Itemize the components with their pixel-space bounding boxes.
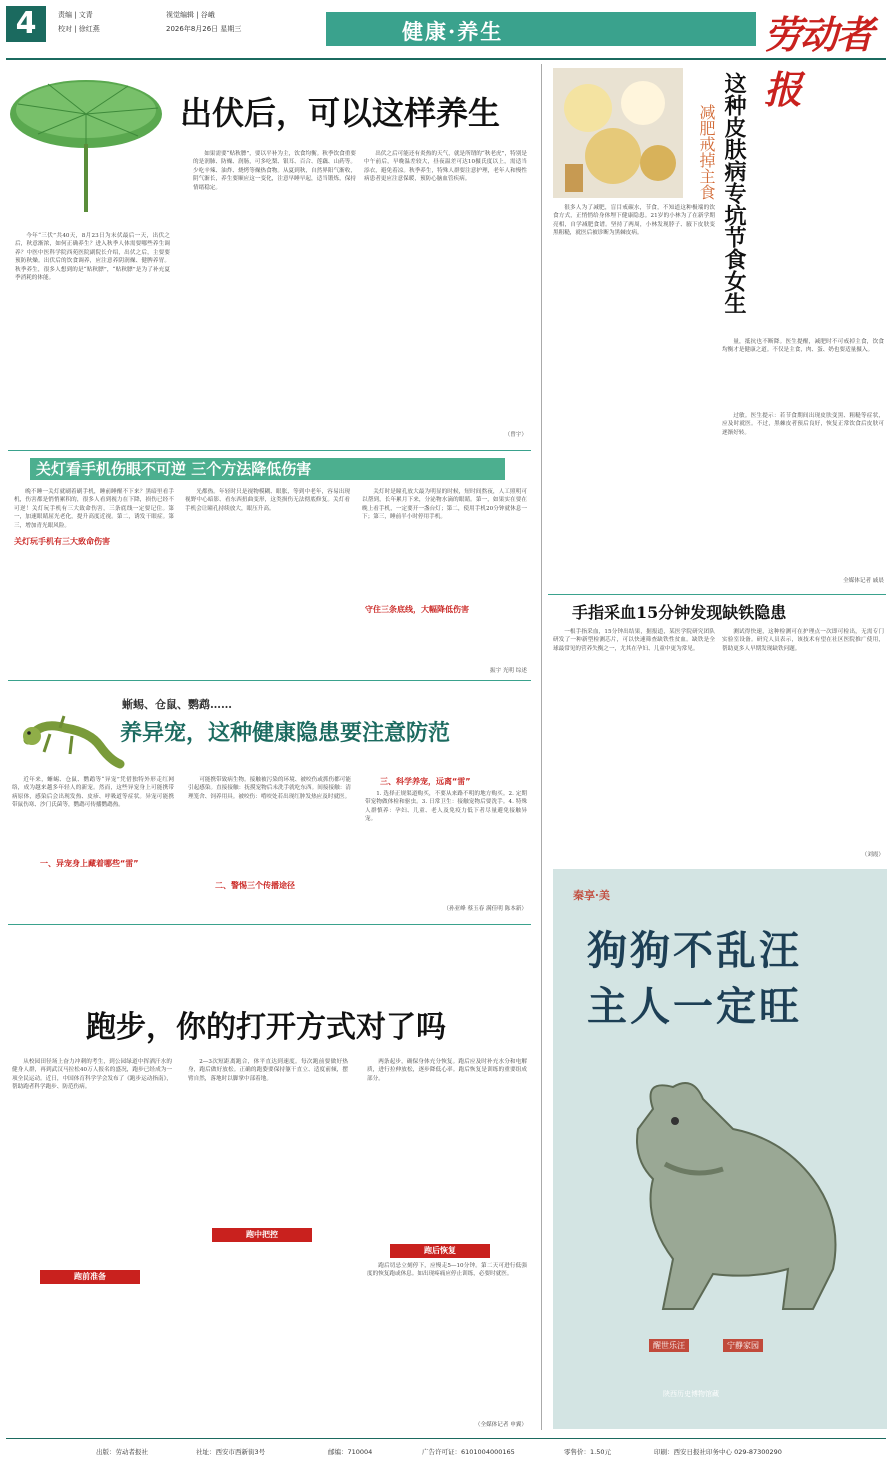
divider	[8, 924, 531, 925]
ad-title-line1: 狗狗不乱汪	[587, 928, 802, 974]
article2-col2: 光都热。年轻时只是视物模糊、眼胀，等到中老年，容易出现视野中心暗影、看东西扭曲变形，这类损伤无法彻底修复。关灯看手机会让瞳孔持续放大，眼压升高。	[185, 489, 350, 512]
page-footer	[6, 1438, 886, 1462]
article5-subtitle: 减肥戒掉主食	[697, 104, 716, 200]
article3-col3: 1. 选择正规渠道购买，不要从来路不明的地方购买。2. 定期带宠物做体检和驱虫。3. 日常卫生：接触宠物后要洗手。4. 特殊人群慎养：孕妇、儿童、老人及免疫力低下者尽量避免接触异宠。	[365, 791, 527, 823]
article3-title: 养异宠，这种健康隐患要注意防范	[120, 720, 451, 746]
advertisement	[553, 869, 887, 1429]
article3-col2: 可能携带致病生物。接触被污染的环境、被咬伤或抓伤都可能引起感染。直接接触：抚摸宠物后未洗手就吃东西。间接接触：清理笼舍、饲养用具。被咬伤：啃咬处若出现红肿发热应及时就医。	[188, 777, 351, 800]
article2-col3: 关灯时是瞳孔放大最为明显的时候，短时间熬夜，人工照明可以帮到，长年累月下来，分泌物水滴的眼睛。第一，如果实在要在晚上看手机，一定要开一盏台灯；第二，使用手机20分钟就休息一下；第三，睡前半小时停用手机。	[362, 489, 527, 521]
tab-before-run: 跑前准备	[40, 1270, 140, 1284]
footer-printer: 印刷：西安日报社印务中心 029-87300290	[654, 1448, 782, 1456]
article3-subhead3: 三、科学养宠，远离“雷”	[380, 777, 471, 786]
divider	[8, 450, 531, 451]
article5-col3: 过敏。医生提示：若节食期间出现皮肤变黑、粗糙等症状，应及时就医。不过，黑棘皮者预后良好，恢复正常饮食后皮肤可逐渐好转。	[722, 413, 884, 436]
footer-license: 广告许可证：6101004000165	[422, 1448, 515, 1456]
footer-publisher: 出版：劳动者报社	[96, 1448, 148, 1456]
article6-title: 手指采血15分钟发现缺铁隐患	[572, 603, 787, 622]
design-line: 视觉编辑 | 谷峨	[166, 11, 215, 19]
article4-col4: 跑后切忌立刻停下，应慢走5—10分钟。第二天可进行低强度的恢复跑或休息。如出现疼痛应停止训练，必要时就医。	[367, 1263, 527, 1278]
article4-col3: 两条起步，确保身体充分恢复。跑后应及时补充水分和电解质，进行拉伸放松，逐步降低心率。跑后恢复是训练的重要组成部分。	[367, 1059, 527, 1082]
article3-subhead2: 二、警惕三个传播途径	[215, 881, 295, 890]
article3-col1: 近年来，蜥蜴、仓鼠、鹦鹉等“异宠”凭借独特外形走红网络，成为越来越多年轻人的新宠。然而，这些异宠身上可能携带病原体，感染后会出现发热、皮疹、呼吸道等症状。异宠可能携带鼠伤寒、沙门氏菌等，鹦鹉可传播鹦鹉热。	[12, 777, 174, 809]
article3-byline: （孙亚峰 蔡玉春 满佳明 陈本新）	[443, 906, 527, 912]
article3-subhead1: 一、异宠身上藏着哪些“雷”	[40, 859, 139, 868]
column-divider	[541, 64, 542, 1430]
section-band	[326, 12, 756, 46]
lizard-image	[20, 690, 125, 770]
article1-col3: 出伏之后可能还有炎热的天气，就是所谓的“秋老虎”，特别是中午前后，早晚温差较大，昼夜温差可达10摄氏度以上，需适当添衣，避免着凉。秋季养生，特殊人群要注意护理，老年人和慢性病患者更应注意保暖，预防心脑血管疾病。	[364, 151, 527, 183]
article5-title: 这种皮肤病专坑节食女生	[721, 72, 747, 314]
ad-title-line2: 主人一定旺	[587, 984, 802, 1030]
editor-line: 责编 | 文青	[58, 11, 93, 19]
article2-title: 关灯看手机伤眼不可逆 三个方法降低伤害	[30, 458, 505, 480]
article4-col1: 从校园田径场上奋力冲刺的考生，到公园绿道中挥洒汗水的健身人群，再到武汉马拉松40万人报名的盛况，跑步已经成为一项全民运动。近日，中国体育科学学会发布了《跑步运动指南》，帮助跑者科学跑步、防范伤病。	[12, 1059, 172, 1091]
date-line: 2026年8月26日 星期三	[166, 25, 242, 33]
article6-col1: 一根手指采血，15分钟出结果，据报道，某医学院研究团队研发了一种新型检测芯片，可以快速筛查缺铁性贫血。缺铁是全球最常见的营养失衡之一，尤其在孕妇、儿童中更为常见。	[553, 629, 715, 652]
page-header	[6, 2, 892, 112]
article4-title: 跑步，你的打开方式对了吗	[86, 1010, 446, 1045]
ceramic-dog-image	[583, 1069, 863, 1319]
article2-subhead1: 关灯玩手机有三大致命伤害	[14, 537, 110, 546]
article4-col2: 2—3次短距离跑合，体平直达到速度。每次跑前要做好热身，跑后做好放松。正确的跑姿要保持躯干直立、适度前倾，摆臂自然，落地时以脚掌中部着地。	[188, 1059, 348, 1082]
food-image	[553, 68, 683, 198]
article2-col1: 晚不睡一关灯就刷着刷手机，睡前睡醒不下来？黑暗里看手机，伤害都是悄悄累积的，很多人看到视力在下降，损伤已经不可逆！关灯玩手机有三大致命伤害，三条底线一定要记住。第一，加速眼睛屈光老化，提升高度近视。第二，诱发干眼症。第三，增加青光眼风险。	[14, 489, 174, 529]
footer-price: 零售价：1.50元	[564, 1448, 611, 1456]
article2-subhead2: 守住三条底线，大幅降低伤害	[365, 605, 469, 614]
header-rule	[6, 58, 886, 60]
article5-byline: 全媒体记者 戚晨	[843, 578, 884, 584]
article1-byline: （曾宇）	[504, 432, 527, 438]
lotus-leaf-image	[8, 74, 168, 214]
article5-col1: 很多人为了减肥，盲目戒碳水，节食，不知道这种极端的饮食方式，正悄悄给身体埋下健康隐患。21岁的小林为了在新学期亮相，自学减肥食谱。坚持了两周，小林发现脖子、腋下皮肤变黑粗糙，就医后被诊断为黑棘皮病。	[553, 205, 715, 237]
article6-byline: （刘霞）	[861, 852, 884, 858]
footer-postcode: 邮编：710004	[328, 1448, 373, 1456]
section-title: 健康·养生	[402, 19, 504, 44]
page-number: 4	[6, 6, 46, 42]
ad-brand: 秦享·美	[573, 889, 610, 902]
article6-col2: 测试得快速，这种检测可在护理点一次即可检出，无需专门实验室设备。研究人员表示，该技术有望在社区医院推广使用，帮助更多人早期发现缺铁问题。	[722, 629, 884, 652]
ad-label2: 宁静家园	[723, 1339, 763, 1352]
article1-title: 出伏后，可以这样养生	[180, 94, 501, 132]
tab-during-run: 跑中把控	[212, 1228, 312, 1242]
article2-byline: 振宇 光明 综述	[489, 668, 527, 674]
article3-kicker: 蜥蜴、仓鼠、鹦鹉……	[122, 698, 232, 711]
ad-label1: 醒世乐汪	[649, 1339, 689, 1352]
tab-after-run: 跑后恢复	[390, 1244, 490, 1258]
masthead-logo: 劳动者报	[764, 12, 873, 112]
article5-col2-top: 量，抵抗也不断降。医生提醒，减肥时不可戒掉主食，饮食均衡才是健康之道。不仅是主食，肉、蛋、奶也要适量摄入。	[722, 339, 884, 354]
ad-caption: 陕西历史博物馆藏	[663, 1390, 719, 1398]
article1-col2: 如果需要“贴秋膘”，要以平补为主，饮食均衡。秋季饮食重要的是润肺、防燥、润肠，可多吃梨、银耳、百合、莲藕、山药等。少吃辛辣、油炸、烧烤等燥热食物。从夏到秋，自然界阳气渐收，阴气渐长，养生要顺应这一变化，注意早睡早起，适当锻炼，保持情绪稳定。	[193, 151, 356, 191]
article4-byline: （全媒体记者 申翼）	[474, 1422, 527, 1428]
divider	[8, 680, 531, 681]
article1-col1: 今年“三伏”共40天，8月23日为末伏最后一天，出伏之后，秋意渐浓，如何正确养生？进入秋季人体需要哪些养生调养？中医中医科学院西苑医院副院长介绍，出伏之后，主要要预防秋燥。出伏后的饮食调养，应注意养阴润燥、健脾养胃。秋季养生，很多人想到的是“贴秋膘”，“贴秋膘”是为了补充夏季消耗的体能。	[15, 233, 170, 282]
divider	[548, 594, 886, 595]
proof-line: 校对 | 徐红燕	[58, 25, 100, 33]
footer-address: 社址：西安市西新街3号	[196, 1448, 266, 1456]
